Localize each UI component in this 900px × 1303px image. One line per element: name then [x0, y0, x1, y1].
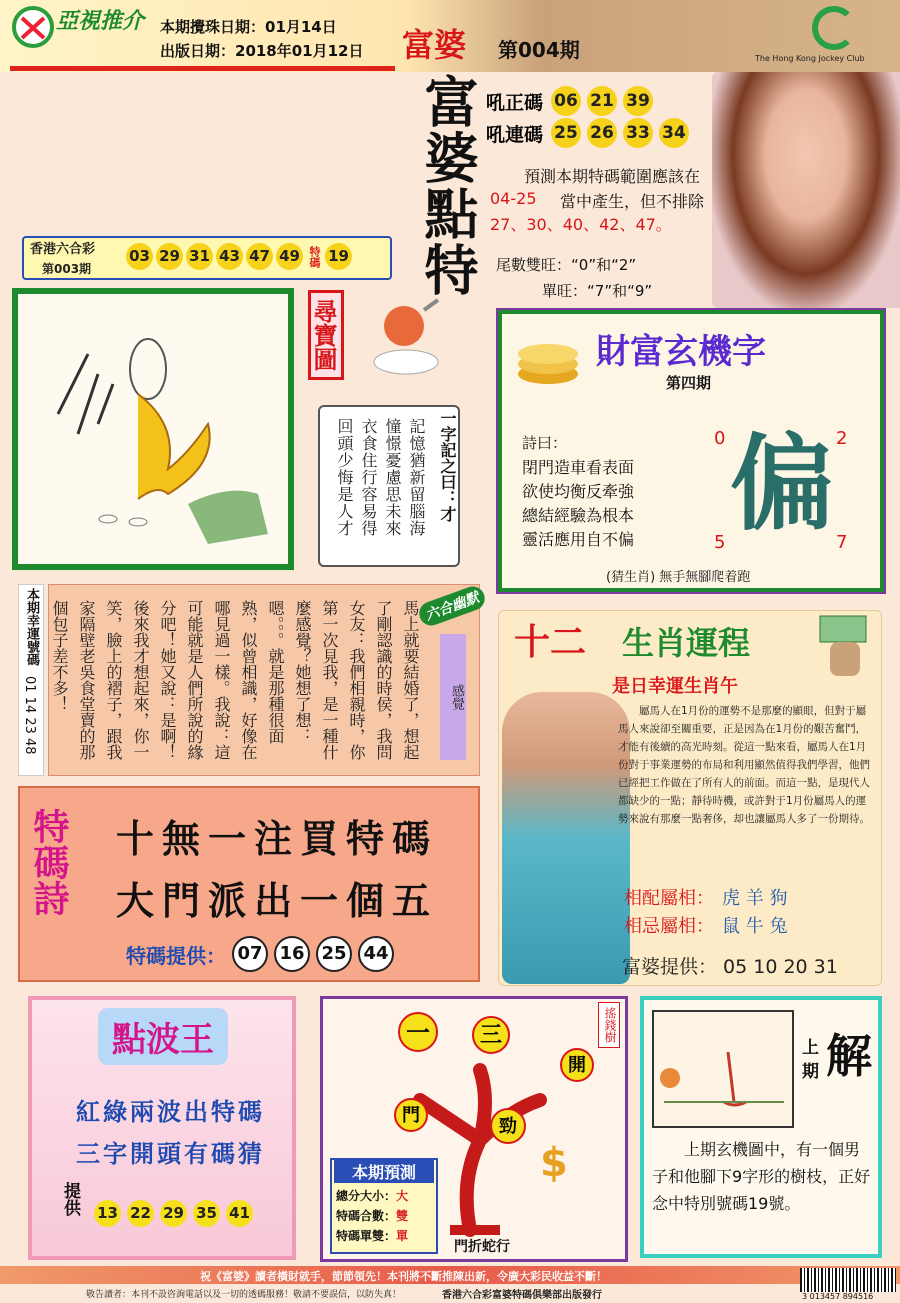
wealth-corner-tr: 2 [836, 428, 848, 449]
footer-line2: 敬告讀者：本刊不設咨詢電話以及一切的透碼服務！敬請不要誤信，以防失真！ [86, 1290, 402, 1300]
zodiac-provide: 05 10 20 31 [723, 956, 838, 978]
zodiac-avoid-row [624, 912, 787, 938]
poem-line: 回頭少悔是人才 [335, 418, 354, 537]
zodiac-match: 虎 羊 狗 [722, 888, 788, 909]
result-ball: 49 [276, 243, 303, 270]
special-poem-line2: 大門派出一個五 [116, 878, 439, 923]
special-provide-row [126, 936, 400, 972]
treasure-poem [332, 418, 428, 558]
wealth-corner-tl: 0 [714, 428, 726, 449]
money-tree-caption: 門折蛇行 [454, 1239, 510, 1255]
dollar-sign-icon: $ [540, 1140, 568, 1186]
positive-ball: 21 [587, 86, 617, 116]
result-ball: 29 [156, 243, 183, 270]
special-provide-ball: 07 [232, 936, 268, 972]
brand-logo-icon [12, 6, 54, 48]
wave-king-ball: 22 [127, 1200, 154, 1227]
wealth-corner-br: 7 [836, 532, 848, 553]
footer-publisher: 香港六合彩富婆特碼俱樂部出版發行 [442, 1290, 602, 1301]
combo-ball: 34 [659, 118, 689, 148]
result-ball: 31 [186, 243, 213, 270]
positive-label: 吼正碼 [486, 91, 544, 114]
tree-fruit: 開 [560, 1048, 594, 1082]
predict-row-value: 雙 [396, 1209, 409, 1223]
solution-picture [652, 1010, 794, 1128]
wave-king-ball: 35 [193, 1200, 220, 1227]
predict-row-label: 總分大小： [336, 1189, 397, 1203]
tree-fruit: 一 [398, 1012, 438, 1052]
barcode-icon [800, 1268, 896, 1292]
coins-icon [512, 334, 592, 394]
lucky-label: 本期幸運號碼 [24, 588, 39, 666]
wealth-corner-bl: 5 [714, 532, 726, 553]
result-ball: 43 [216, 243, 243, 270]
cupid-icon [366, 296, 446, 376]
poem-line: 衣食住行容易得 [359, 418, 378, 537]
wave-king-ball: 29 [160, 1200, 187, 1227]
special-provide-ball: 44 [358, 936, 394, 972]
barcode-number: 3 013457 894516 [802, 1292, 874, 1301]
special-provide-ball: 16 [274, 936, 310, 972]
solution-text: 上期玄機圖中，有一個男子和他腳下9字形的樹枝，正好念中特別號碼19號。 [652, 1140, 871, 1213]
predict-rows [336, 1186, 408, 1246]
zodiac-provide-row [622, 952, 838, 979]
combo-ball: 26 [587, 118, 617, 148]
zodiac-avoid: 鼠 牛 兔 [722, 916, 788, 937]
prediction-line3: 27、30、40、42、47。 [490, 215, 672, 234]
brand-label: 亞視推介 [56, 9, 145, 34]
header-red-bar [10, 66, 395, 71]
predict-row-value: 單 [396, 1229, 409, 1243]
predict-row-label: 特碼合數： [336, 1209, 397, 1223]
publish-date: 出版日期：2018年01月12日 [160, 42, 364, 60]
zodiac-text: 屬馬人在1月份的運勢不是那麼的顯眼，但對于屬馬人來說卻至關重要，正是因為在1月份的艱苦奮鬥，才能有後續的高光時刻。從這一點來看，屬馬人在1月份對于事業運勢的布局和利用顯然值得我們學習，他們已經把工作做在了所有人的前面。而這一點，是現代人都缺少的一點；靜待時機，或許對于1月份屬馬人的運勢來說有那麼一點奢侈，却也讓屬馬人多了一份期待。 [618, 705, 870, 825]
wealth-char: 偏 [730, 422, 835, 545]
positive-ball: 39 [623, 86, 653, 116]
tree-fruit: 勁 [490, 1108, 526, 1144]
special-poem-label: 特碼詩 [28, 808, 69, 916]
club-label: The Hong Kong Jockey Club [755, 54, 865, 63]
special-ball: 19 [325, 243, 352, 270]
wave-king-ball: 41 [226, 1200, 253, 1227]
special-poem-line1: 十無一注買特碼 [116, 816, 439, 861]
wave-king-line2: 三字開頭有碼猜 [76, 1140, 265, 1168]
wealth-poem [522, 456, 634, 552]
prediction-range: 04-25 [490, 189, 537, 208]
money-tree-tag: 搖錢樹 [598, 1002, 620, 1048]
lucky-numbers: 01 14 23 48 [22, 676, 37, 755]
poem-line: 憧憬憂慮思未來 [383, 418, 402, 537]
predict-row [336, 1206, 408, 1226]
wealth-issue: 第四期 [666, 374, 712, 392]
zodiac-provide-label: 富婆提供： [622, 956, 718, 978]
tree-fruit: 三 [472, 1016, 510, 1054]
treasure-picture [12, 288, 294, 570]
combo-ball: 25 [551, 118, 581, 148]
paper-title: 富婆 [402, 26, 467, 64]
wealth-poem-line: 靈活應用自不偏 [522, 530, 635, 549]
zodiac-avoid-label: 相忌屬相： [624, 916, 714, 937]
wealth-poem-line: 總結經驗為根本 [522, 506, 635, 525]
prediction-line2: 當中產生，但不排除 [560, 192, 705, 211]
last-result-label: 香港六合彩 [30, 242, 96, 257]
jockey-club-logo-icon [812, 6, 856, 50]
predict-row [336, 1186, 408, 1206]
wave-king-ball: 13 [94, 1200, 121, 1227]
tree-fruit: 門 [394, 1098, 428, 1132]
positive-row [486, 86, 659, 116]
zodiac-match-row [624, 884, 787, 910]
last-result-issue: 第003期 [42, 262, 92, 276]
wealth-hint: (猜生肖) 無手無腳爬着跑 [606, 570, 751, 585]
issue-label: 第004期 [498, 38, 580, 62]
combo-label: 吼連碼 [486, 123, 544, 146]
tail-single: 單旺：“7”和“9” [542, 282, 653, 300]
wealth-poem-label: 詩曰： [522, 434, 568, 452]
combo-ball: 33 [623, 118, 653, 148]
last-result-balls [126, 243, 358, 270]
positive-ball: 06 [551, 86, 581, 116]
zodiac-title-b: 生肖運程 [622, 624, 751, 662]
predict-title: 本期預測 [334, 1160, 434, 1183]
tail-double: 尾數雙旺：“0”和“2” [496, 256, 637, 274]
special-label: 特碼 [308, 245, 321, 268]
poem-line: 記憶猶新留腦海 [407, 418, 426, 537]
main-title: 富婆點特 [416, 74, 480, 298]
money-fist-icon [812, 612, 876, 682]
wave-king-provide-label: 提供 [60, 1182, 80, 1216]
predict-row [336, 1226, 408, 1246]
treasure-word-label: 一字記之曰：才 [438, 410, 457, 522]
result-ball: 03 [126, 243, 153, 270]
predict-row-label: 特碼單雙： [336, 1229, 397, 1243]
zodiac-title-a: 十二 [514, 622, 587, 663]
footer-line1: 祝《富婆》讀者橫財就手，節節領先！本刊將不斷推陳出新，令廣大彩民收益不斷！ [200, 1270, 607, 1283]
model-portrait [712, 72, 900, 308]
prediction-line1: 預測本期特碼範圍應該在 [524, 167, 701, 186]
predict-row-value: 大 [396, 1189, 409, 1203]
dancer-photo [502, 692, 630, 984]
special-provide-ball: 25 [316, 936, 352, 972]
humor-badge: 六合幽默 [416, 583, 488, 629]
wealth-poem-line: 欲使均衡反牽強 [522, 482, 635, 501]
special-provide-label: 特碼提供： [126, 943, 226, 968]
wave-king-line1: 紅綠兩波出特碼 [76, 1098, 265, 1126]
solution-title-big: 解 [826, 1029, 872, 1083]
humor-text: 馬上就要結婚了，想起了剛認識的時侯，我問女友：我們相親時，你第一次見我，是一種什麼感覺？她想了想：嗯。。。就是那種很面熟，似曾相識，好像在哪見過一樣。我說：這可能就是人們所說的緣分吧！她又說：是啊！後來我才想起來，你一笑，臉上的褶子，跟我家隔壁老吳食堂賣的那個包子差不多！ [50, 600, 420, 760]
solution-title-small: 上期 [802, 1038, 819, 1082]
wealth-title: 財富玄機字 [596, 332, 766, 372]
zodiac-match-label: 相配屬相： [624, 888, 714, 909]
zodiac-lucky: 是日幸運生肖午 [612, 676, 738, 697]
humor-tag: 感覺 [440, 634, 466, 760]
wave-king-balls [94, 1200, 259, 1227]
treasure-title: 尋寶圖 [308, 290, 344, 380]
wealth-poem-line: 閉門造車看表面 [522, 458, 635, 477]
draw-date: 本期攪珠日期：01月14日 [160, 18, 337, 36]
result-ball: 47 [246, 243, 273, 270]
combo-row [486, 118, 695, 148]
wave-king-title: 點波王 [98, 1008, 228, 1065]
